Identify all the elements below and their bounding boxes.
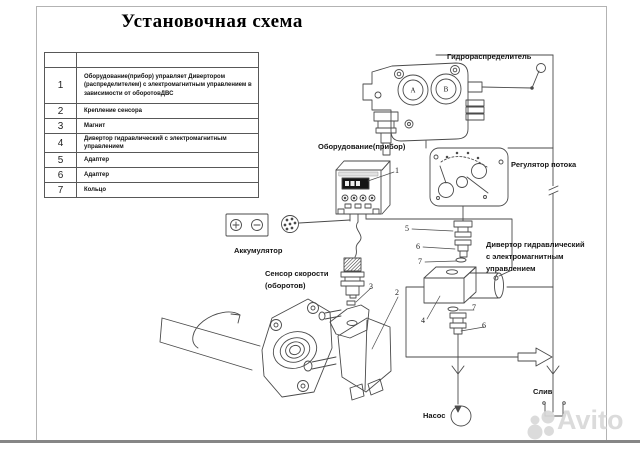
legend-row-number: 3 [45,119,77,134]
callout-adapter-mid: 6 [416,242,420,251]
sensor-bracket-drawing [304,305,391,400]
control-device-drawing [336,161,390,214]
legend-row-desc: Крепление сенсора [77,104,259,119]
legend-row-desc: Адаптер [77,153,259,168]
legend-row-desc: Кольцо [77,183,259,198]
callout-magnet: 3 [369,282,373,291]
legend-row-number: 7 [45,183,77,198]
callout-diverter-body: 4 [421,316,425,325]
label-distributor: Гидрораспределитель [447,52,532,61]
legend-row-number: 2 [45,104,77,119]
photo-bottom-edge [0,440,640,443]
avito-watermark-text: Avito [557,405,624,435]
callout-bracket: 2 [395,288,399,297]
label-flow-regulator: Регулятор потока [511,160,577,169]
callout-adapter-bottom: 6 [482,321,486,330]
legend-row-number: 1 [45,68,77,104]
port-b-letter: B [443,85,449,94]
flow-regulator-drawing [430,148,508,221]
label-pump: Насос [423,411,446,420]
port-a-letter: A [410,86,416,95]
page-title: Установочная схема [121,11,303,32]
magnet-drawing [347,301,355,305]
label-device: Оборудование(прибор) [318,142,406,151]
callout-ring-top: 7 [418,257,422,266]
label-diverter-line2: с электромагнитным [486,252,564,261]
callout-device: 1 [395,166,399,175]
connector-plug-drawing [282,216,299,233]
label-drain: Слив [533,387,553,396]
diverter-assembly-drawing [424,221,504,334]
legend-row-number: 5 [45,153,77,168]
label-sensor-line2: (оборотов) [265,281,306,290]
callout-ring-bottom: 7 [472,303,476,312]
legend-row-desc: Адаптер [77,168,259,183]
legend-row-number: 4 [45,134,77,153]
battery-drawing [226,214,268,236]
distributor-lever-drawing [482,64,546,90]
rotation-arrow [193,312,240,348]
pump-symbol [451,406,471,426]
legend-row-number: 6 [45,168,77,183]
legend-row-desc: Дивертор гидравлический с электромагнитным управлением [77,134,259,153]
label-sensor-line1: Сенсор скорости [265,269,329,278]
callout-adapter-top: 5 [405,224,409,233]
legend-row-desc: Оборудование(прибор) управляет Дивертором (распределителем) с электромагнитным управлением в зависимости от оборотовДВС [77,68,259,104]
label-diverter-line1: Дивертор гидравлический [486,240,585,249]
label-diverter-line3: управлением [486,264,536,273]
label-battery: Аккумулятор [234,246,283,255]
bearing-rings [269,326,322,374]
legend-row-desc: Магнит [77,119,259,134]
shaft-assembly-drawing [160,299,391,400]
